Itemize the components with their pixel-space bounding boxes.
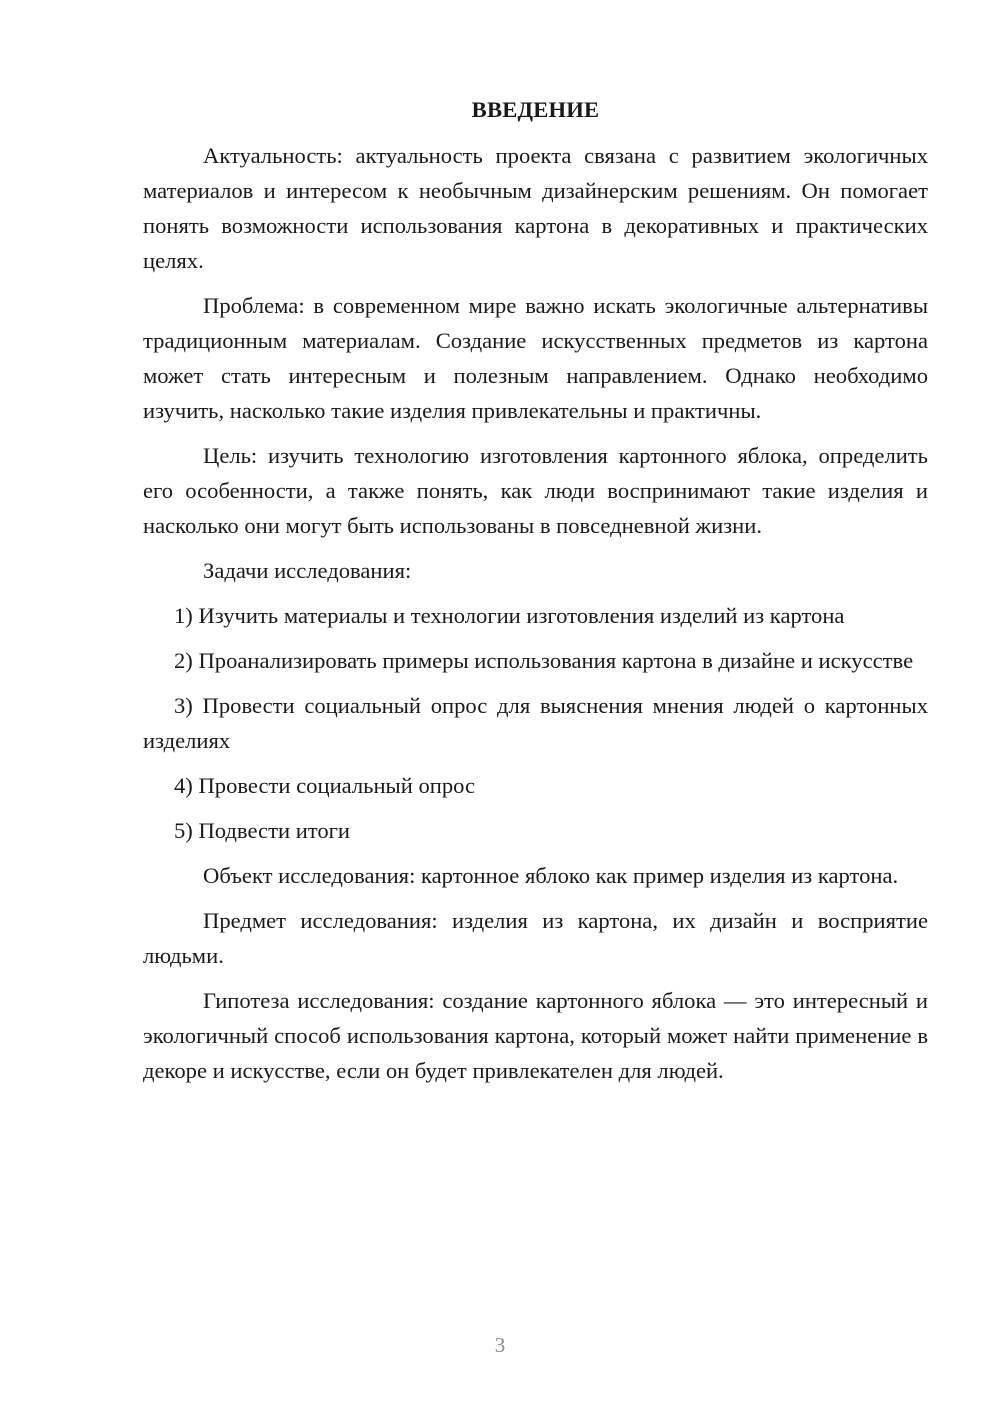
paragraph-relevance: Актуальность: актуальность проекта связана с развитием экологичных материалов и интересом к необычным дизайнерским решениям. Он помогает понять возможности использования картона в декоративных и практических целях. <box>143 143 928 273</box>
page-title: ВВЕДЕНИЕ <box>471 97 600 122</box>
task-item-1: 1) Изучить материалы и технологии изготовления изделий из картона <box>174 603 845 628</box>
task-item-3: 3) Провести социальный опрос для выяснения мнения людей о картонных изделиях <box>143 693 928 753</box>
tasks-heading: Задачи исследования: <box>203 558 412 583</box>
task-item-2: 2) Проанализировать примеры использования картона в дизайне и искусстве <box>174 648 914 673</box>
paragraph-goal: Цель: изучить технологию изготовления картонного яблока, определить его особенности, а также понять, как люди воспринимают такие изделия и насколько они могут быть использованы в повседневной жизни. <box>143 443 928 538</box>
document-page <box>143 92 928 1098</box>
paragraph-hypothesis: Гипотеза исследования: создание картонного яблока — это интересный и экологичный способ использования картона, который может найти применение в декоре и искусстве, если он будет привлекателен для людей. <box>143 988 928 1083</box>
paragraph-problem: Проблема: в современном мире важно искать экологичные альтернативы традиционным материалам. Создание искусственных предметов из картона может стать интересным и полезным направлением. Однако необходимо изучить, насколько такие изделия привлекательны и практичны. <box>143 293 928 423</box>
task-item-5: 5) Подвести итоги <box>174 818 351 843</box>
paragraph-object: Объект исследования: картонное яблоко как пример изделия из картона. <box>203 863 899 888</box>
paragraph-subject: Предмет исследования: изделия из картона, их дизайн и восприятие людьми. <box>143 908 928 968</box>
page-number: 3 <box>494 1333 506 1357</box>
task-item-4: 4) Провести социальный опрос <box>174 773 476 798</box>
